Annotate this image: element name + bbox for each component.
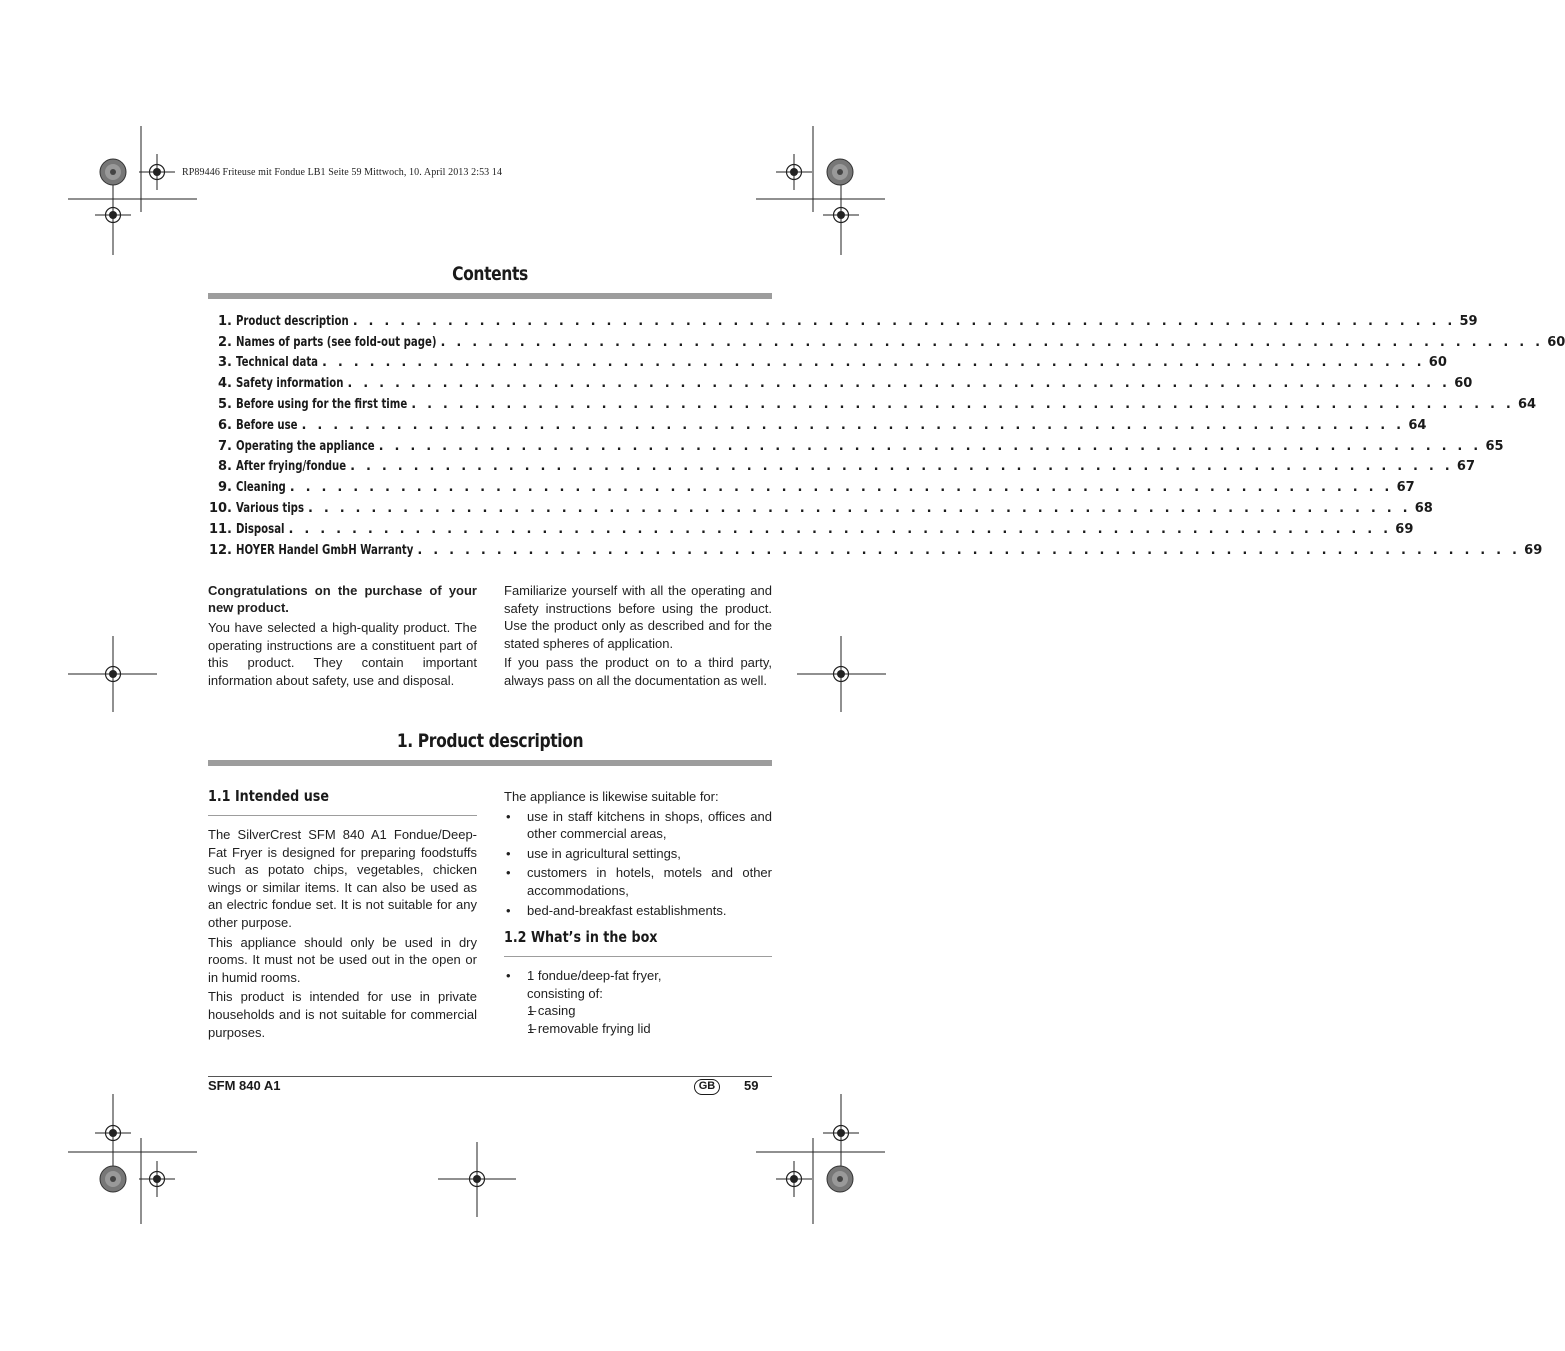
suitable-intro: The appliance is likewise suitable for: <box>504 789 719 804</box>
section-title: 1. Product description <box>396 730 584 752</box>
toc-item[interactable]: 11. Disposal . . . . . . . . . . . . . . . . . . . . . . . . . . . . . . . . . . . . . . . . . . . . . . . . . . . . . . . . . . . . . . . . . . . . . . 69 <box>208 521 1414 537</box>
toc-item[interactable]: 10. Various tips . . . . . . . . . . . . . . . . . . . . . . . . . . . . . . . . . . . . . . . . . . . . . . . . . . . . . . . . . . . . . . . . . . . . . . 68 <box>208 501 1433 517</box>
toc-item[interactable]: 6. Before use . . . . . . . . . . . . . . . . . . . . . . . . . . . . . . . . . . . . . . . . . . . . . . . . . . . . . . . . . . . . . . . . . . . . . . 64 <box>218 417 1427 433</box>
toc-item[interactable]: 5. Before using for the first time . . . . . . . . . . . . . . . . . . . . . . . . . . . . . . . . . . . . . . . . . . . . . . . . . . . . . . . . . . . . . . . . . . . . . . 64 <box>218 397 1537 413</box>
intro-paragraph: If you pass the product on to a third party, always pass on all the documentation as well. <box>504 655 772 688</box>
subsection-rule <box>208 815 477 816</box>
footer-rule <box>208 1076 772 1077</box>
box-list <box>504 967 772 1037</box>
toc-item[interactable]: 12. HOYER Handel GmbH Warranty . . . . . . . . . . . . . . . . . . . . . . . . . . . . . . . . . . . . . . . . . . . . . . . . . . . . . . . . . . . . . . . . . . . . . . 69 <box>208 542 1543 558</box>
subsection-rule <box>504 956 772 957</box>
list-item: • use in staff kitchens in shops, offices and other commercial areas, <box>504 808 772 843</box>
contents-rule <box>208 293 772 299</box>
footer-model: SFM 840 A1 <box>208 1078 281 1093</box>
language-badge: GB <box>694 1079 720 1095</box>
intended-use-paragraph: This appliance should only be used in dry rooms. It must not be used out in the open or in humid rooms. <box>208 934 477 985</box>
contents-title: Contents <box>452 263 528 285</box>
toc-item[interactable]: 7. Operating the appliance . . . . . . . . . . . . . . . . . . . . . . . . . . . . . . . . . . . . . . . . . . . . . . . . . . . . . . . . . . . . . . . . . . . . . . 65 <box>218 438 1504 454</box>
toc-item[interactable]: 3. Technical data . . . . . . . . . . . . . . . . . . . . . . . . . . . . . . . . . . . . . . . . . . . . . . . . . . . . . . . . . . . . . . . . . . . . . . 60 <box>218 355 1447 371</box>
list-item: • use in agricultural settings, <box>504 845 772 863</box>
box-item-sub: consisting of: <box>527 985 603 1001</box>
toc-item[interactable]: 8. After frying/fondue . . . . . . . . . . . . . . . . . . . . . . . . . . . . . . . . . . . . . . . . . . . . . . . . . . . . . . . . . . . . . . . . . . . . . . 67 <box>218 459 1476 475</box>
table-of-contents <box>208 311 1565 561</box>
intro-lead: Congratulations on the purchase of your new product. <box>208 583 477 615</box>
list-item <box>504 967 772 1037</box>
intro-right-column <box>504 582 772 690</box>
list-item: – 1 removable frying lid <box>527 1020 772 1038</box>
list-item: – 1 casing <box>527 1002 772 1020</box>
toc-item[interactable]: 4. Safety information . . . . . . . . . . . . . . . . . . . . . . . . . . . . . . . . . . . . . . . . . . . . . . . . . . . . . . . . . . . . . . . . . . . . . . 60 <box>218 376 1473 392</box>
intro-left-column <box>208 582 477 689</box>
suitable-list <box>504 808 772 920</box>
box-parts-list <box>527 1002 772 1037</box>
list-item: • bed-and-breakfast establishments. <box>504 902 772 920</box>
box-item: 1 fondue/deep-fat fryer, <box>527 968 662 983</box>
intended-use-paragraph: The SilverCrest SFM 840 A1 Fondue/Deep-Fat Fryer is designed for preparing foodstuffs such as potato chips, vegetables, chicken wings or similar items. It can also be used as an electric fondue set. It is not suitable for any other purpose. <box>208 827 477 930</box>
toc-item[interactable]: 9. Cleaning . . . . . . . . . . . . . . . . . . . . . . . . . . . . . . . . . . . . . . . . . . . . . . . . . . . . . . . . . . . . . . . . . . . . . . 67 <box>218 480 1415 496</box>
toc-item[interactable]: 1. Product description . . . . . . . . . . . . . . . . . . . . . . . . . . . . . . . . . . . . . . . . . . . . . . . . . . . . . . . . . . . . . . . . . . . . . . 59 <box>218 313 1478 329</box>
toc-item[interactable]: 2. Names of parts (see fold-out page) . . . . . . . . . . . . . . . . . . . . . . . . . . . . . . . . . . . . . . . . . . . . . . . . . . . . . . . . . . . . . . . . . . . . . . 60 <box>218 334 1565 350</box>
intended-use-paragraph: This product is intended for use in private households and is not suitable for commercial purposes. <box>208 989 477 1040</box>
suitable-column <box>504 788 772 919</box>
section-rule <box>208 760 772 766</box>
list-item: • customers in hotels, motels and other accommodations, <box>504 864 772 899</box>
intro-paragraph: You have selected a high-quality product. The operating instructions are a constituent part of this product. They contain important information about safety, use and disposal. <box>208 620 477 688</box>
intended-use-text <box>208 826 477 1041</box>
print-slug: RP89446 Friteuse mit Fondue LB1 Seite 59 Mittwoch, 10. April 2013 2:53 14 <box>182 167 503 178</box>
page-number: 59 <box>744 1078 759 1093</box>
whats-in-box-heading: 1.2 What’s in the box <box>504 928 658 946</box>
intro-paragraph: Familiarize yourself with all the operating and safety instructions before using the product. Use the product only as described and for the stated spheres of application. <box>504 583 772 651</box>
box-contents <box>504 967 772 1037</box>
intended-use-heading: 1.1 Intended use <box>208 787 329 805</box>
